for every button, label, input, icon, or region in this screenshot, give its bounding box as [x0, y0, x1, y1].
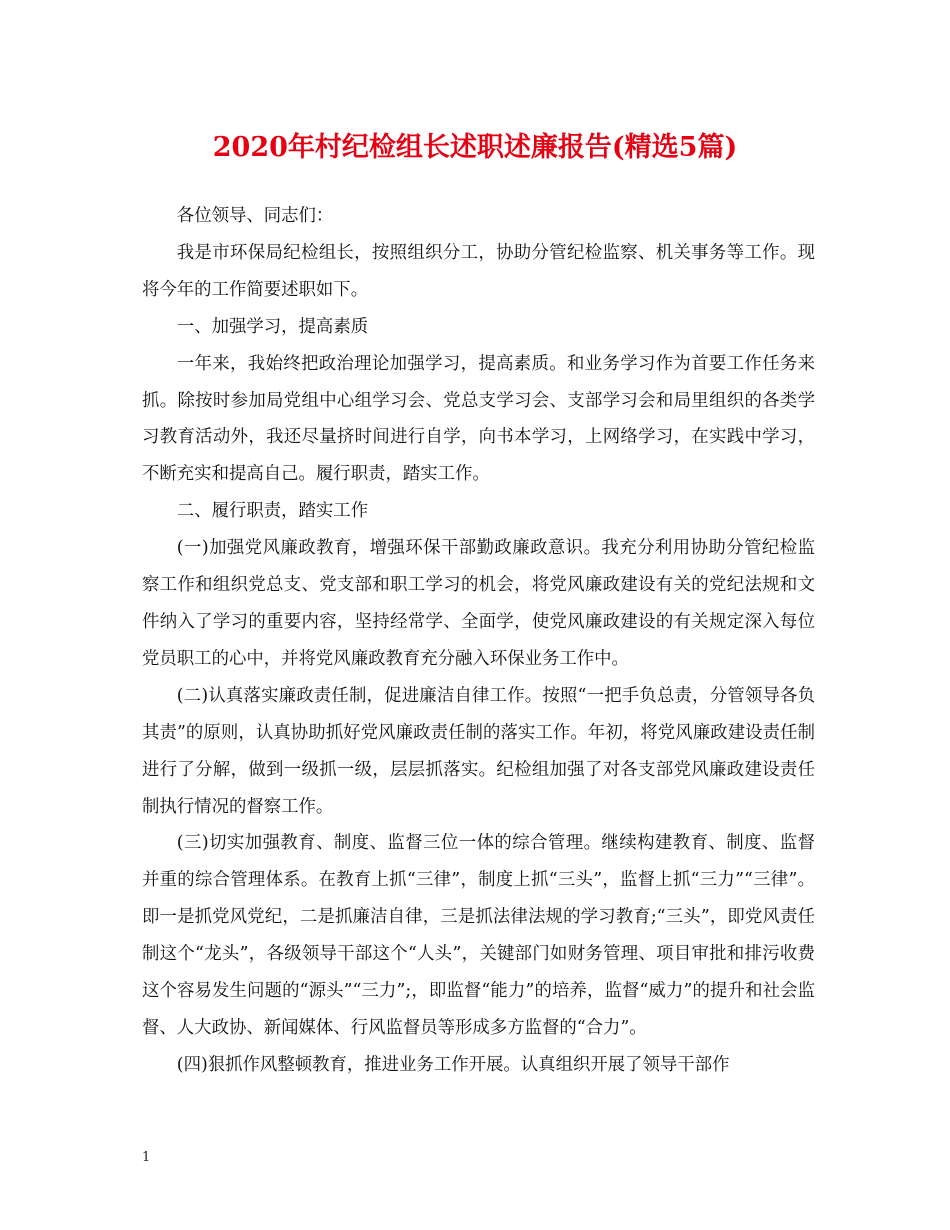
intro-paragraph: 我是市环保局纪检组长，按照组织分工，协助分管纪检监察、机关事务等工作。现将今年的工作简要述职如下。: [142, 242, 815, 300]
section-heading-1: 一、加强学习，提高素质: [176, 316, 369, 337]
body-paragraph: (一)加强党风廉政教育，增强环保干部勤政廉政意识。我充分利用协助分管纪检监察工作和组织党总支、党支部和职工学习的机会，将党风廉政建设有关的党纪法规和文件纳入了学习的重要内容，坚持经常学、全面学，使党风廉政建设的有关规定深入每位党员职工的心中，并将党风廉政教育充分融入环保业务工作中。: [142, 538, 815, 669]
document-title: 2020年村纪检组长述职述廉报告(精选5篇): [212, 132, 738, 163]
section-heading-2: 二、履行职责，踏实工作: [176, 501, 369, 522]
body-paragraph: (四)狠抓作风整顿教育，推进业务工作开展。认真组织开展了领导干部作: [176, 1054, 730, 1075]
salutation-paragraph: 各位领导、同志们：: [176, 206, 334, 226]
body-paragraph: 一年来，我始终把政治理论加强学习，提高素质。和业务学习作为首要工作任务来抓。除按时参加局党组中心组学习会、党总支学习会、支部学习会和局里组织的各类学习教育活动外，我还尽量挤时间进行自学，向书本学习，上网络学习，在实践中学习，不断充实和提高自己。履行职责，踏实工作。: [142, 353, 815, 485]
body-paragraph: (二)认真落实廉政责任制，促进廉洁自律工作。按照“一把手负总责，分管领导各负其责”的原则，认真协助抓好党风廉政责任制的落实工作。年初，将党风廉政建设责任制进行了分解，做到一级抓一级，层层抓落实。纪检组加强了对各支部党风廉政建设责任制执行情况的督察工作。: [142, 685, 815, 817]
document-body: [142, 198, 815, 1084]
page-number: 1: [142, 1150, 151, 1165]
body-paragraph: (三)切实加强教育、制度、监督三位一体的综合管理。继续构建教育、制度、监督并重的综合管理体系。在教育上抓“三律”，制度上抓“三头”，监督上抓“三力”“三律”。即一是抓党风党纪，二是抓廉洁自律，三是抓法律法规的学习教育;“三头”，即党风责任制这个“龙头”，各级领导干部这个“人头”，关键部门如财务管理、项目审批和排污收费这个容易发生问题的“源头”“三力”;，即监督“能力”的培养，监督“威力”的提升和社会监督、人大政协、新闻媒体、行风监督员等形成多方监督的“合力”。: [142, 833, 815, 1038]
